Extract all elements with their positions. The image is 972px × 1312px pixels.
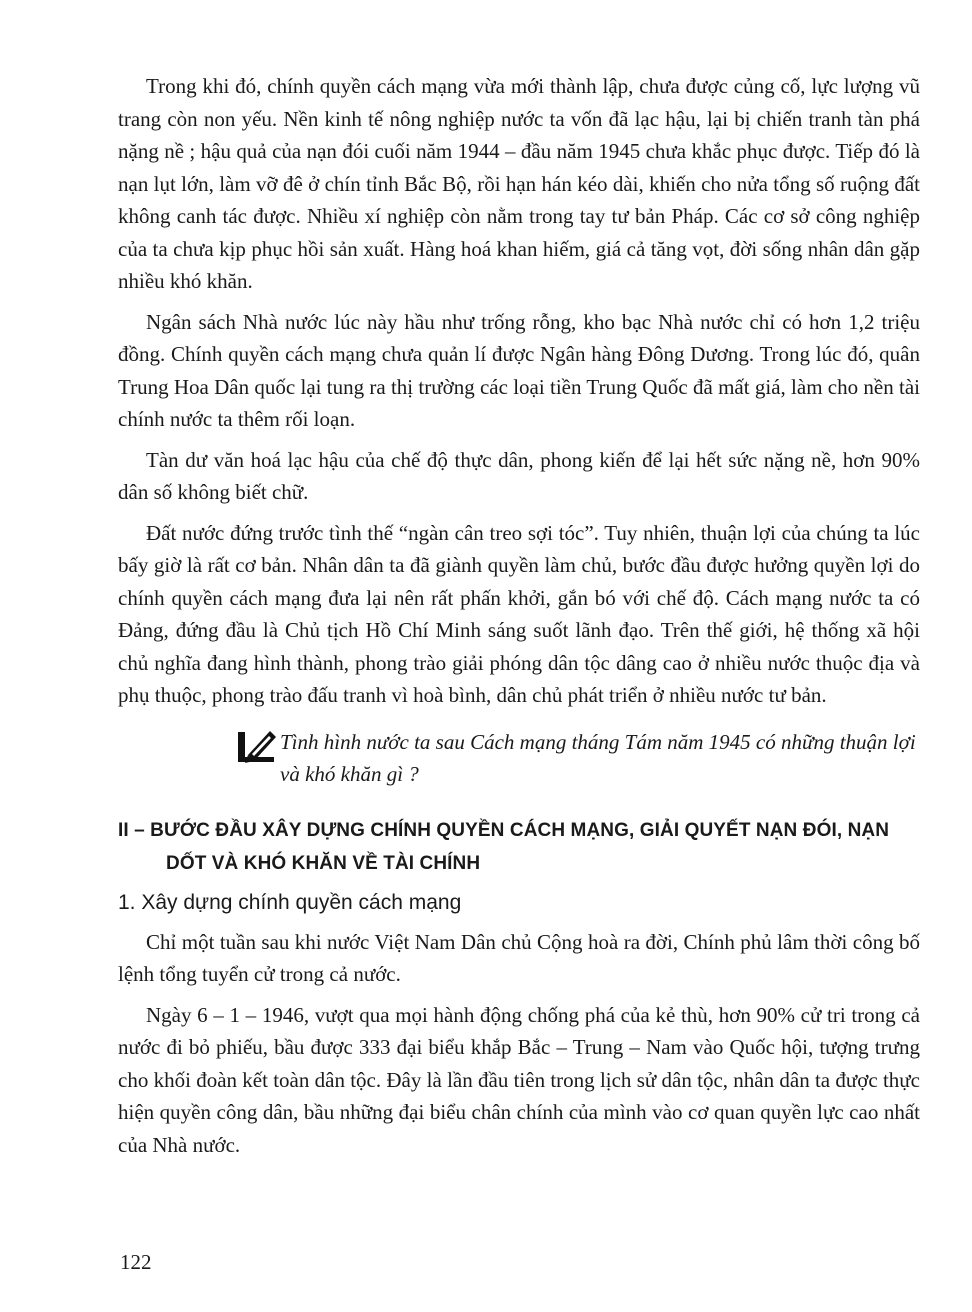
- paragraph-election-order: Chỉ một tuần sau khi nước Việt Nam Dân chủ Cộng hoà ra đời, Chính phủ lâm thời công bố lệnh tổng tuyển cử trong cả nước.: [118, 929, 920, 986]
- paragraph-election-result: Ngày 6 – 1 – 1946, vượt qua mọi hành động chống phá của kẻ thù, hơn 90% cử tri trong cả nước đi bỏ phiếu, bầu được 333 đại biểu khắp Bắc – Trung – Nam vào Quốc hội, tượng trưng cho khối đoàn kết toàn dân tộc. Đây là lần đầu tiên trong lịch sử dân tộc, nhân dân ta được thực hiện quyền công dân, bầu những đại biểu chân chính của mình vào cơ quan quyền lực cao nhất của Nhà nước.: [118, 1002, 920, 1157]
- review-question: [118, 726, 920, 790]
- paragraph-difficulties: Trong khi đó, chính quyền cách mạng vừa mới thành lập, chưa được củng cố, lực lượng vũ trang còn non yếu. Nền kinh tế nông nghiệp nước ta vốn đã lạc hậu, lại bị chiến tranh tàn phá nặng nề ; hậu quả của nạn đói cuối năm 1944 – đầu năm 1945 chưa khắc phục được. Tiếp đó là nạn lụt lớn, làm vỡ đê ở chín tỉnh Bắc Bộ, rồi hạn hán kéo dài, khiến cho nửa tổng số ruộng đất không canh tác được. Nhiều xí nghiệp còn nằm trong tay tư bản Pháp. Các cơ sở công nghiệp của ta chưa kịp phục hồi sản xuất. Hàng hoá khan hiếm, giá cả tăng vọt, đời sống nhân dân gặp nhiều khó khăn.: [118, 74, 920, 293]
- pencil-question-icon: [238, 728, 278, 764]
- question-text: Tình hình nước ta sau Cách mạng tháng Tám năm 1945 có những thuận lợi và khó khăn gì ?: [280, 729, 916, 786]
- page-content: [118, 70, 920, 1169]
- section-heading: II – BƯỚC ĐẦU XÂY DỰNG CHÍNH QUYỀN CÁCH MẠNG, GIẢI QUYẾT NẠN ĐÓI, NẠN DỐT VÀ KHÓ KHĂN VỀ TÀI CHÍNH: [118, 819, 890, 874]
- paragraph-budget: Ngân sách Nhà nước lúc này hầu như trống rỗng, kho bạc Nhà nước chỉ có hơn 1,2 triệu đồng. Chính quyền cách mạng chưa quản lí được Ngân hàng Đông Dương. Trong lúc đó, quân Trung Hoa Dân quốc lại tung ra thị trường các loại tiền Trung Quốc đã mất giá, làm cho nền tài chính nước ta thêm rối loạn.: [118, 309, 920, 431]
- paragraph-culture: Tàn dư văn hoá lạc hậu của chế độ thực dân, phong kiến để lại hết sức nặng nề, hơn 90% dân số không biết chữ.: [118, 447, 920, 504]
- page-number: 122: [120, 1250, 152, 1274]
- paragraph-advantages: Đất nước đứng trước tình thế “ngàn cân treo sợi tóc”. Tuy nhiên, thuận lợi của chúng ta lúc bấy giờ là rất cơ bản. Nhân dân ta đã giành quyền làm chủ, bước đầu được hưởng quyền lợi do chính quyền cách mạng đưa lại nên rất phấn khởi, gắn bó với chế độ. Cách mạng nước ta có Đảng, đứng đầu là Chủ tịch Hồ Chí Minh sáng suốt lãnh đạo. Trên thế giới, hệ thống xã hội chủ nghĩa đang hình thành, phong trào giải phóng dân tộc dâng cao ở nhiều nước thuộc địa và phụ thuộc, phong trào đấu tranh vì hoà bình, dân chủ phát triển ở nhiều nước tư bản.: [118, 520, 920, 707]
- sub-heading: 1. Xây dựng chính quyền cách mạng: [118, 890, 462, 914]
